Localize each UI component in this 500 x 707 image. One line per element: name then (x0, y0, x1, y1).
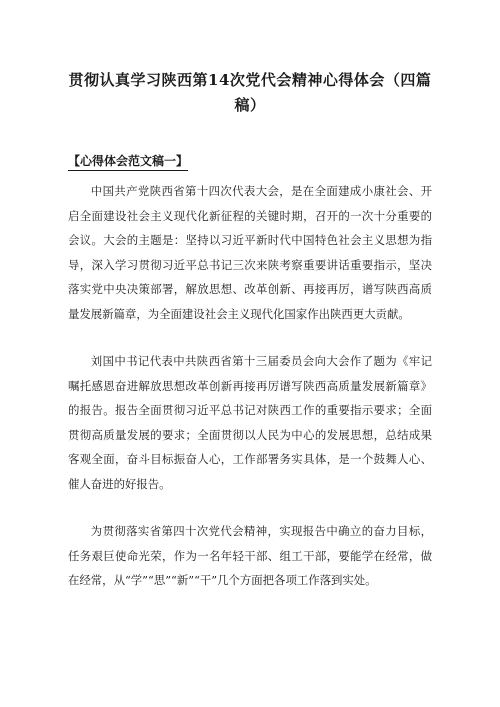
paragraph-1: 中国共产党陕西省第十四次代表大会，是在全面建成小康社会、开启全面建设社会主义现代化新征程的关键时期，召开的一次十分重要的会议。大会的主题是：坚持以习近平新时代中国特色社会主义思想为指导，深入学习贯彻习近平总书记三次来陕考察重要讲话重要指示，坚决落实党中央决策部署，解放思想、改革创新、再接再厉，谱写陕西高质量发展新篇章，为全面建设社会主义现代化国家作出陕西更大贡献。 (68, 184, 432, 321)
document-title: 贯彻认真学习陕西第14次党代会精神心得体会（四篇稿） (68, 71, 432, 114)
section-heading: 【心得体会范文稿一】 (68, 153, 188, 171)
paragraph-gap (68, 326, 432, 349)
paragraph-2: 刘国中书记代表中共陕西省第十三届委员会向大会作了题为《牢记嘱托感恩奋进解放思想改革创新再接再厉谱写陕西高质量发展新篇章》的报告。报告全面贯彻习近平总书记对陕西工作的重要指示要求；全面贯彻高质量发展的要求；全面贯彻以人民为中心的发展思想，总结成果客观全面，奋斗目标振奋人心，工作部署务实具体，是一个鼓舞人心、催人奋进的好报告。 (68, 354, 432, 491)
paragraph-3: 为贯彻落实省第四十次党代会精神，实现报告中确立的奋力目标，任务艰巨使命光荣，作为一名年轻干部、组工干部，要能学在经常，做在经常，从“学”“思”“新”“干”几个方面把各项工作落到实处。 (68, 524, 432, 587)
paragraph-gap (68, 496, 432, 519)
